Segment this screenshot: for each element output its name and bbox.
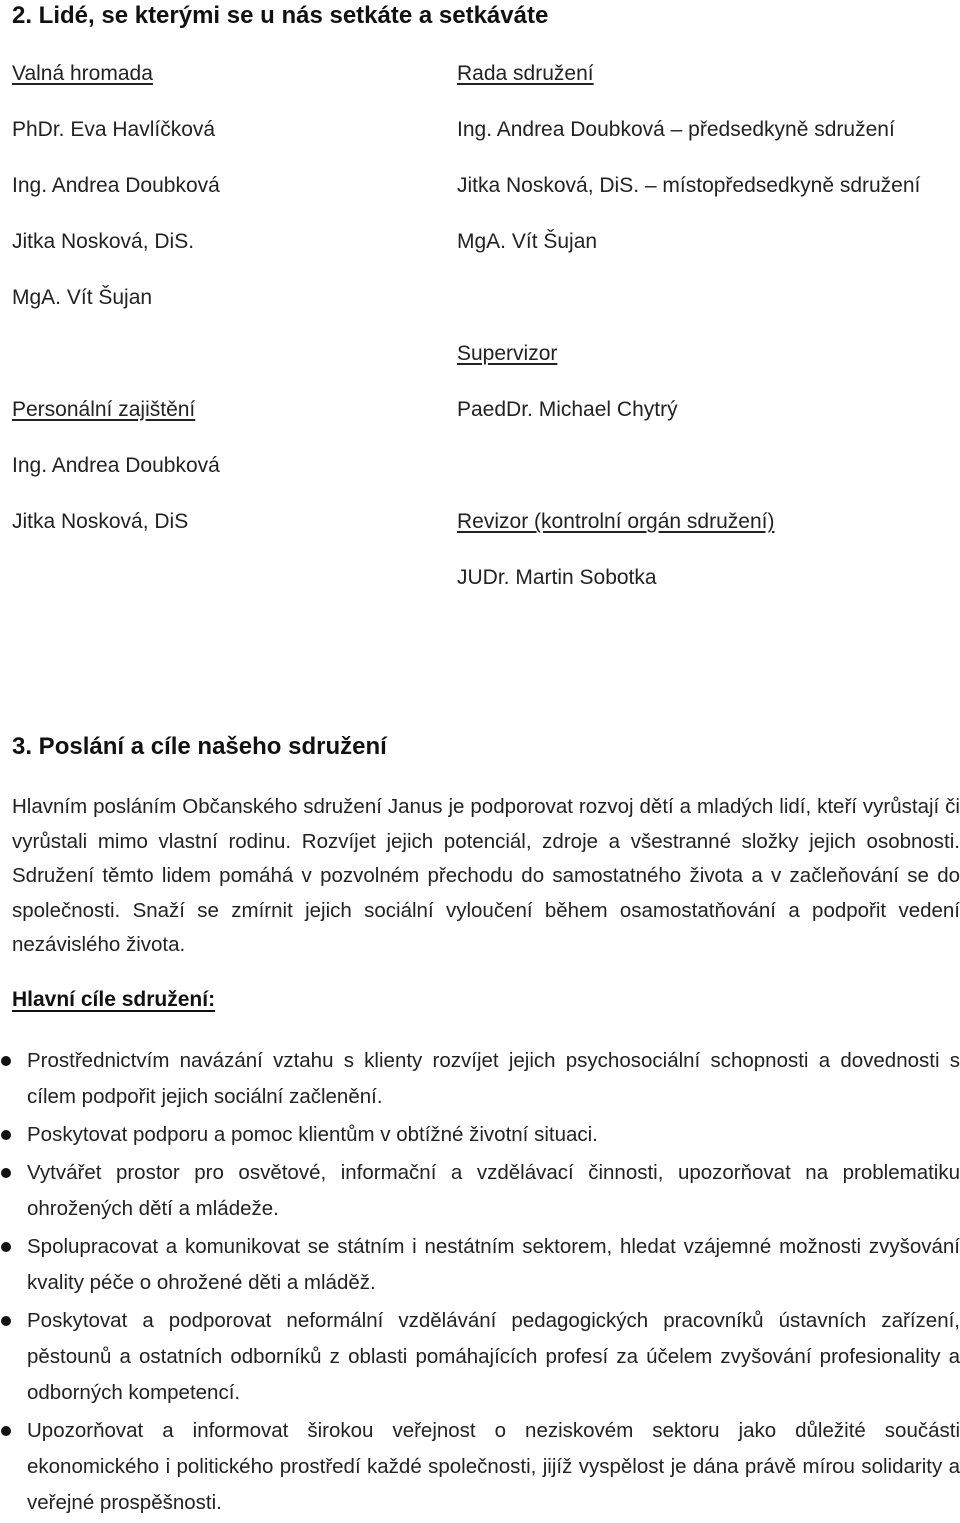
personalni-member: Ing. Andrea Doubková — [12, 454, 220, 477]
bullet-icon — [1, 1056, 11, 1066]
personalni-member: Jitka Nosková, DiS — [12, 510, 189, 533]
goal-item — [0, 1117, 960, 1153]
goals-list — [0, 1043, 960, 1523]
goals-heading: Hlavní cíle sdružení: — [12, 988, 216, 1011]
goal-text: Poskytovat a podporovat neformální vzdělávání pedagogických pracovníků ústavních zařízení, pěstounů a ostatních odborníků z oblasti pomáhajících profesí za účelem zvyšování profesionality a odborných kompetencí. — [27, 1309, 960, 1404]
valna-hromada-heading: Valná hromada — [12, 62, 153, 85]
rada-member: MgA. Vít Šujan — [457, 230, 598, 253]
rada-heading: Rada sdružení — [457, 62, 594, 85]
bullet-icon — [1, 1242, 11, 1252]
rada-member: Ing. Andrea Doubková – předsedkyně sdružení — [457, 118, 895, 141]
goal-item — [0, 1043, 960, 1115]
revizor-member: JUDr. Martin Sobotka — [457, 566, 657, 589]
valna-member: PhDr. Eva Havlíčková — [12, 118, 216, 141]
rada-member: Jitka Nosková, DiS. – místopředsedkyně sdružení — [457, 174, 921, 197]
goal-text: Vytvářet prostor pro osvětové, informační a vzdělávací činnosti, upozorňovat na problematiku ohrožených dětí a mládeže. — [27, 1161, 960, 1220]
goal-text: Upozorňovat a informovat širokou veřejnost o neziskovém sektoru jako důležité součásti ekonomického i politického prostředí každé společnosti, jijíž vyspělost je dána právě mírou solidarity a veřejné prospěšnosti. — [27, 1419, 960, 1514]
section-3-title: 3. Poslání a cíle našeho sdružení — [12, 733, 387, 760]
goal-item — [0, 1229, 960, 1301]
valna-member: MgA. Vít Šujan — [12, 286, 153, 309]
goal-item — [0, 1303, 960, 1411]
personalni-heading: Personální zajištění — [12, 398, 196, 421]
bullet-icon — [1, 1426, 11, 1436]
bullet-icon — [1, 1130, 11, 1140]
goal-text: Spolupracovat a komunikovat se státním i nestátním sektorem, hledat vzájemné možnosti zvyšování kvality péče o ohrožené děti a mláděž. — [27, 1235, 960, 1294]
supervizor-member: PaedDr. Michael Chytrý — [457, 398, 678, 421]
goal-item — [0, 1155, 960, 1227]
valna-member: Jitka Nosková, DiS. — [12, 230, 195, 253]
bullet-icon — [1, 1316, 11, 1326]
bullet-icon — [1, 1168, 11, 1178]
goal-text: Poskytovat podporu a pomoc klientům v obtížné životní situaci. — [27, 1123, 598, 1146]
goal-text: Prostřednictvím navázání vztahu s klienty rozvíjet jejich psychosociální schopnosti a dovednosti s cílem podpořit jejich sociální začlenění. — [27, 1049, 960, 1108]
section-2-title: 2. Lidé, se kterými se u nás setkáte a setkáváte — [12, 2, 549, 29]
goal-item — [0, 1413, 960, 1521]
valna-member: Ing. Andrea Doubková — [12, 174, 220, 197]
supervizor-heading: Supervizor — [457, 342, 558, 365]
mission-paragraph: Hlavním posláním Občanského sdružení Janus je podporovat rozvoj dětí a mladých lidí, kteří vyrůstají či vyrůstali mimo vlastní rodinu. Rozvíjet jejich potenciál, zdroje a všestranné složky jejich osobnosti. Sdružení těmto lidem pomáhá v pozvolném přechodu do samostatného života a v začleňování se do společnosti. Snaží se zmírnit jejich sociální vyloučení během osamostatňování a podpořit vedení nezávislého života. — [12, 795, 960, 956]
revizor-heading: Revizor (kontrolní orgán sdružení) — [457, 510, 775, 533]
